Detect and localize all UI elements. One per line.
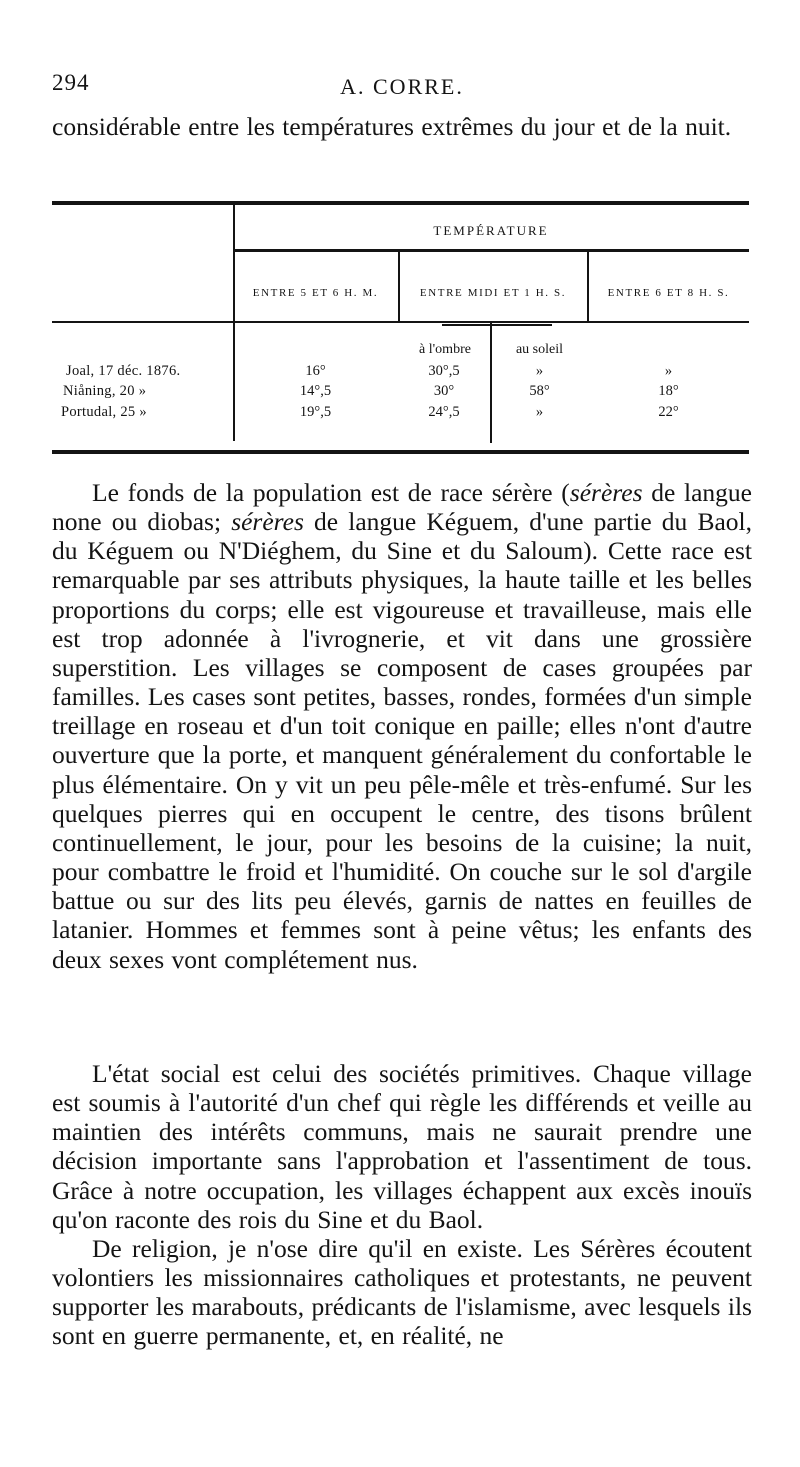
- table-subheader-rule: [442, 324, 552, 326]
- paragraph-religion: De religion, je n'ose dire qu'il en existe. Les Sérères écoutent volontiers les missionnaires catholiques et protestants, ne peuvent supporter les marabouts, prédicants de l'islamisme, avec lesquels ils sont en guerre permanente, et, en réalité, ne: [52, 1234, 752, 1351]
- table-header-rule: [233, 249, 749, 252]
- table-cell: 30°,5: [428, 363, 460, 379]
- column-header: ENTRE MIDI ET 1 H. S.: [419, 287, 567, 299]
- page-number: 294: [52, 70, 90, 95]
- paragraph-population: [52, 478, 752, 974]
- italic-term: sérères: [569, 478, 643, 507]
- table-cell: 24°,5: [428, 404, 460, 420]
- paragraph-text: de langue Kéguem, d'une partie du Baol, du Kéguem ou N'Diéghem, du Sine et du Saloum). Cette race est remarquable par ses attributs physiques, la haute taille et les belles proportions du corps; elle est vigoureuse et travailleuse, mais elle est trop adonnée à l'ivrognerie, et vit dans une grossière superstition. Les villages se composent de cases groupées par familles. Les cases sont petites, basses, rondes, formées d'un simple treillage en roseau et d'un toit conique en paille; elles n'ont d'autre ouverture que la porte, et manquent généralement du confortable le plus élémentaire. On y vit un peu pêle-mêle et très-enfumé. Sur les quelques pierres qui en occupent le centre, des tisons brûlent continuellement, le jour, pour les besoins de la cuisine; la nuit, pour combattre le froid et l'humidité. On couche sur le sol d'argile battue ou sur des lits peu élevés, garnis de nattes en feuilles de latanier. Hommes et femmes sont à peine vêtus; les enfants des deux sexes vont complétement nus.: [52, 507, 752, 974]
- paragraph-text: de langue none ou diobas;: [52, 478, 753, 537]
- temperature-table: [52, 201, 749, 454]
- column-header: ENTRE 6 ET 8 H. S.: [607, 287, 730, 299]
- table-cell: 19°,5: [299, 404, 332, 420]
- italic-term: sérères: [231, 507, 304, 537]
- table-header-rule: [52, 321, 749, 323]
- paragraph-social-state: L'état social est celui des sociétés primitives. Chaque village est soumis à l'autorité d'un chef qui règle les différends et veille au maintien des intérêts communs, mais ne saurait prendre une décision importante sans l'approbation et l'assentiment de tous. Grâce à notre occupation, les villages échappent aux excès inouïs qu'on raconte des rois du Sine et du Baol.: [52, 1059, 752, 1234]
- table-bottom-rule: [52, 450, 749, 454]
- table-cell: 58°: [529, 383, 550, 399]
- table-cell: »: [535, 404, 544, 420]
- table-row-label: Niåning, 20 »: [63, 383, 147, 399]
- table-row-label: Portudal, 25 »: [61, 404, 147, 420]
- subcolumn-header: à l'ombre: [419, 342, 471, 357]
- table-cell: 22°: [658, 404, 679, 420]
- column-header: ENTRE 5 ET 6 H. M.: [252, 287, 379, 299]
- running-title: A. CORRE.: [340, 74, 464, 99]
- table-cell: 16°: [305, 363, 326, 379]
- table-cell: 18°: [658, 383, 679, 399]
- table-cell: »: [535, 363, 544, 379]
- table-cell: 30°: [433, 383, 455, 399]
- table-cell: 14°,5: [299, 383, 332, 399]
- table-top-rule: [52, 201, 749, 205]
- table-row-label: Joal, 17 déc. 1876.: [66, 363, 181, 379]
- paragraph-text: Le fonds de la population est de race sérère (: [92, 478, 570, 507]
- intro-paragraph: considérable entre les températures extrêmes du jour et de la nuit.: [52, 112, 732, 141]
- subcolumn-header: au soleil: [515, 342, 564, 357]
- table-title: TEMPÉRATURE: [433, 223, 549, 238]
- table-cell: »: [664, 363, 673, 379]
- page-header: [52, 64, 752, 104]
